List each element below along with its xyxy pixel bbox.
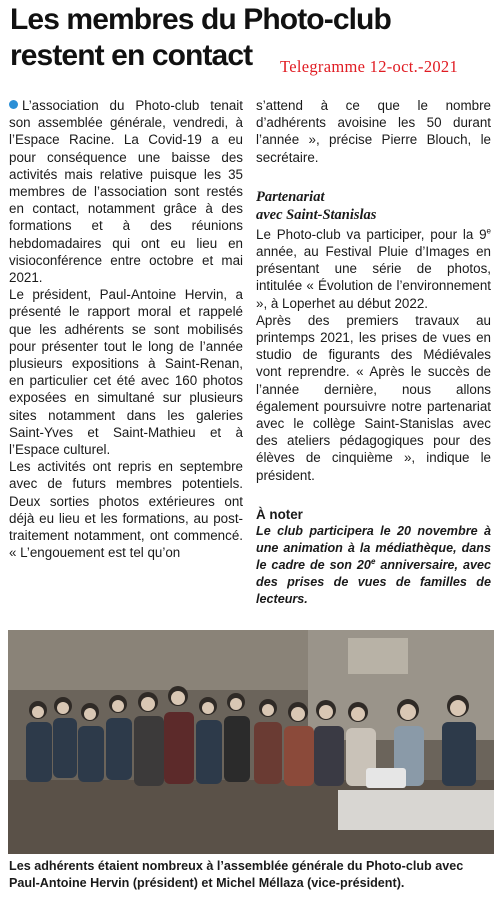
paragraph-intro — [9, 97, 243, 286]
paragraph-president: Le président, Paul-Antoine Hervin, a présenté le rapport moral et rappelé que les adhérents se sont mobilisés pour présenter tout le long de l’année plusieurs expositions à Saint-Renan, en particulier cet été avec 160 photos exposées en simultané sur plusieurs sites notamment dans les galeries Saint-Yves et Saint-Mathieu et à l’Espace culturel. — [9, 287, 243, 458]
note-body-start: Le club participera le 20 novembre à une animation à la médiathèque, dans le cadre de son 20 — [256, 524, 491, 573]
subheading-line-1: Partenariat — [256, 188, 325, 205]
meeting-photo-illustration — [8, 630, 494, 854]
source-stamp: Telegramme 12-oct.-2021 — [280, 57, 459, 76]
headline-line-1: Les membres du Photo-club — [10, 3, 391, 36]
bullet-dot-icon — [9, 100, 18, 109]
right-column — [256, 97, 491, 608]
note-ordinal-sup: e — [370, 556, 376, 566]
headline-line-2: restent en contact — [10, 39, 253, 72]
left-column — [9, 97, 243, 561]
photo-caption: Les adhérents étaient nombreux à l’assemblée générale du Photo-club avec Paul-Antoine Hervin (président) et Michel Méllaza (vice-président). — [9, 859, 464, 890]
paragraph-festival-end: année, au Festival Pluie d’Images en présentant une série de photos, intitulée « Évolution de l’environnement », à Loperhet au début 2022. — [256, 244, 491, 311]
paragraph-intro-text: L’association du Photo-club tenait son assemblée générale, vendredi, à l’Espace Racine. La Covid-19 a eu pour conséquence une baisse des activités mais relative puisque les 35 membres de l’association sont restés en contact, notamment grâce à des formations et à des réunions hebdomadaires qui ont eu lieu en visioconférence entre octobre et mai 2021. — [9, 98, 243, 286]
paragraph-studio: Après des premiers travaux au printemps 2021, les prises de vues en studio de figurants des Médiévales vont reprendre. « Après le succès de l’année dernière, nous allons également poursuivre notre partenariat avec le collège Saint-Stanislas avec des ateliers pédagogiques pour des élèves de cinquième », indique le président. — [256, 312, 491, 483]
note-title: À noter — [256, 506, 303, 522]
paragraph-festival — [256, 226, 491, 312]
paragraph-festival-start: Le Photo-club va participer, pour la 9 — [256, 226, 487, 242]
note-body — [256, 523, 491, 608]
ordinal-sup: e — [486, 226, 491, 236]
paragraph-continuation: s’attend à ce que le nombre d’adhérents avoisine les 50 durant l’année », précise Pierre Blouch, le secrétaire. — [256, 98, 491, 165]
subheading-line-2: avec Saint-Stanislas — [256, 206, 377, 223]
meeting-photo — [8, 630, 494, 854]
note-body-end: anniversaire, avec des prises de vues de familles de lecteurs. — [256, 558, 491, 607]
subheading — [256, 188, 491, 224]
paragraph-activities: Les activités ont repris en septembre avec de futurs membres potentiels. Deux sorties photos extérieures ont déjà eu lieu et les formations, au post-traitement notamment, ont commencé. « L’engouement est tel qu’on — [9, 459, 243, 561]
